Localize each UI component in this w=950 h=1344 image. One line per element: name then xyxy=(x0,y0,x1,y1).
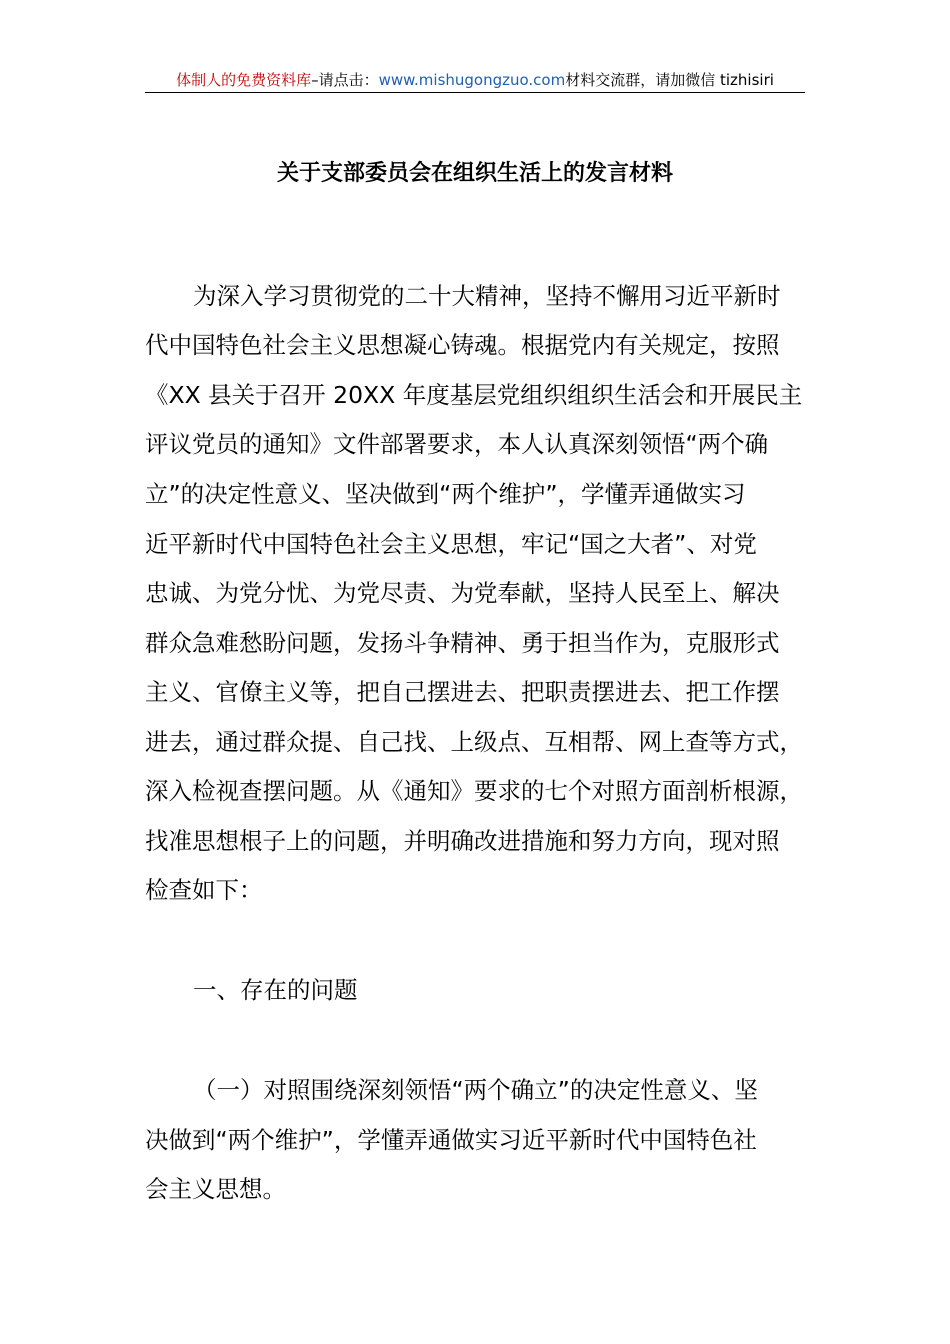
header-separator: –请点击： xyxy=(311,71,379,89)
header-brand: 体制人的免费资料库 xyxy=(176,71,312,89)
paragraph-line: 评议党员的通知》文件部署要求，本人认真深刻领悟“两个确 xyxy=(145,430,769,458)
paragraph-line: 主义、官僚主义等，把自己摆进去、把职责摆进去、把工作摆 xyxy=(145,678,780,706)
paragraph-line: 立”的决定性意义、坚决做到“两个维护”，学懂弄通做实习 xyxy=(145,480,746,508)
paragraph-line: 忠诚、为党分忧、为党尽责、为党奉献，坚持人民至上、解决 xyxy=(145,579,780,607)
header-contact: 材料交流群，请加微信 tizhisiri xyxy=(565,71,774,89)
paragraph-line: 《XX 县关于召开 20XX 年度基层党组织组织生活会和开展民主 xyxy=(145,381,803,409)
paragraph-line: 找准思想根子上的问题，并明确改进措施和努力方向，现对照 xyxy=(145,827,780,855)
paragraph-line: 检查如下： xyxy=(145,876,263,904)
section-heading: 一、存在的问题 xyxy=(193,976,358,1004)
paragraph-line: 决做到“两个维护”，学懂弄通做实习近平新时代中国特色社 xyxy=(145,1126,757,1154)
paragraph-line: 进去，通过群众提、自己找、上级点、互相帮、网上查等方式， xyxy=(145,728,803,756)
paragraph-line: 代中国特色社会主义思想凝心铸魂。根据党内有关规定，按照 xyxy=(145,331,780,359)
document-title: 关于支部委员会在组织生活上的发言材料 xyxy=(276,161,673,186)
paragraph-line: 群众急难愁盼问题，发扬斗争精神、勇于担当作为，克服形式 xyxy=(145,629,780,657)
paragraph-line: 近平新时代中国特色社会主义思想，牢记“国之大者”、对党 xyxy=(145,530,757,558)
paragraph-line: 会主义思想。 xyxy=(145,1175,286,1203)
header-url-link[interactable]: www.mishugongzuo.com xyxy=(378,71,566,89)
paragraph-line: 深入检视查摆问题。从《通知》要求的七个对照方面剖析根源， xyxy=(145,777,803,805)
page-header xyxy=(145,68,805,93)
paragraph-line: （一）对照围绕深刻领悟“两个确立”的决定性意义、坚 xyxy=(193,1076,758,1104)
paragraph-line: 为深入学习贯彻党的二十大精神，坚持不懈用习近平新时 xyxy=(193,282,781,310)
